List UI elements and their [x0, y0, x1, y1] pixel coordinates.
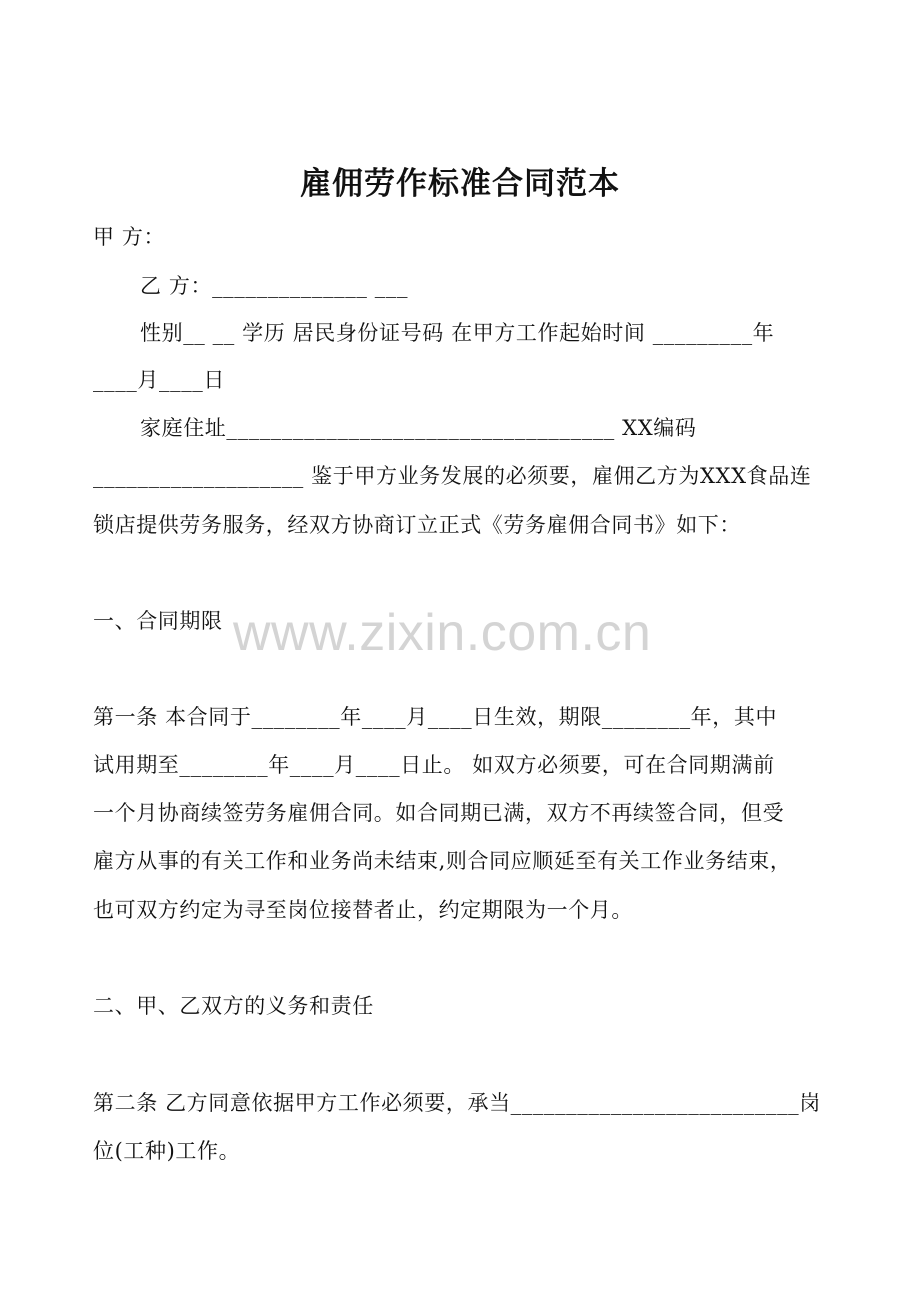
home-address-line: 家庭住址___________________________________ XX编码 — [140, 416, 697, 440]
document-title: 雇佣劳作标准合同范本 — [300, 166, 620, 202]
watermark-text: www.zixin.com.cn — [233, 604, 652, 662]
personal-info-line: 性别__ __ 学历 居民身份证号码 在甲方工作起始时间 _________年 — [140, 321, 775, 345]
party-a-line: 甲 方： — [93, 225, 166, 249]
article-2-line-2: 位(工种)工作。 — [93, 1139, 241, 1163]
article-1-line-1: 第一条 本合同于________年____月____日生效，期限________年，其中 — [93, 705, 778, 729]
preamble-line-1: ___________________ 鉴于甲方业务发展的必须要，雇佣乙方为XXX食品连 — [93, 464, 812, 488]
article-2-line-1: 第二条 乙方同意依据甲方工作必须要，承当__________________________岗 — [93, 1091, 821, 1115]
article-1-line-3: 一个月协商续签劳务雇佣合同。如合同期已满，双方不再续签合同，但受 — [93, 801, 785, 825]
party-b-line: 乙 方：______________ ___ — [140, 274, 409, 298]
section-heading-obligations: 二、甲、乙双方的义务和责任 — [93, 994, 374, 1018]
article-1-line-5: 也可双方约定为寻至岗位接替者止，约定期限为一个月。 — [93, 898, 633, 922]
article-1-line-2: 试用期至________年____月____日止。 如双方必须要，可在合同期满前 — [93, 753, 775, 777]
article-1-line-4: 雇方从事的有关工作和业务尚未结束,则合同应顺延至有关工作业务结束， — [93, 849, 792, 873]
start-date-line: ____月____日 — [93, 368, 225, 392]
section-heading-term: 一、合同期限 — [93, 609, 223, 633]
preamble-line-2: 锁店提供劳务服务，经双方协商订立正式《劳务雇佣合同书》如下： — [93, 513, 741, 537]
